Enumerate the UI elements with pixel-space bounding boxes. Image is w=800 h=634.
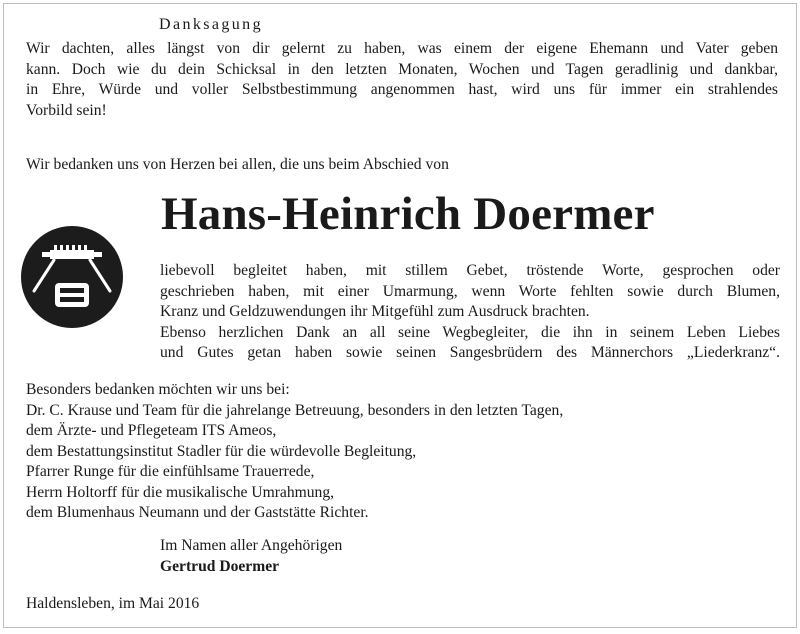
thanks-body-line: Kranz und Geldzuwendungen ihr Mitgefühl zum Ausdruck brachten. [160, 303, 590, 320]
special-thanks-line: Dr. C. Krause und Team für die jahrelange Betreuung, besonders in den letzten Tagen, [26, 401, 564, 419]
intro-paragraph [26, 39, 778, 121]
thanks-body-line: liebevoll begleitet haben, mit stillem Gebet, tröstende Worte, gesprochen oder [160, 262, 780, 279]
intro-line: in Ehre, Würde und voller Selbstbestimmung angenommen hast, wird uns für immer ein strahlendes [26, 81, 778, 98]
special-thanks-line: Besonders bedanken möchten wir uns bei: [26, 381, 290, 398]
intro-line: Vorbild sein! [26, 101, 107, 119]
miners-emblem-icon [20, 225, 124, 329]
thanks-body-line: geschrieben haben, mit einer Umarmung, wenn Worte fehlten sowie durch Blumen, [160, 282, 780, 300]
special-thanks-line: Pfarrer Runge für die einfühlsame Trauerrede, [26, 463, 315, 480]
signature-block [160, 536, 342, 577]
thanks-body [160, 261, 780, 364]
notice-heading: Danksagung [159, 16, 263, 33]
signer-name: Gertrud Doermer [160, 557, 280, 575]
thanks-body-line: und Gutes getan haben sowie seinen Sangesbrüdern des Männerchors „Liederkranz“. [160, 344, 780, 361]
special-thanks-list [26, 380, 563, 524]
thanks-intro: Wir bedanken uns von Herzen bei allen, die uns beim Abschied von [26, 156, 449, 173]
special-thanks-line: dem Blumenhaus Neumann und der Gaststätte Richter. [26, 504, 369, 521]
signature-line: Im Namen aller Angehörigen [160, 537, 343, 554]
intro-line: kann. Doch wie du dein Schicksal in den letzten Monaten, Wochen und Tagen geradlinig und dankbar, [26, 60, 778, 78]
special-thanks-line: dem Ärzte- und Pflegeteam ITS Ameos, [26, 422, 277, 439]
thanks-body-line: Ebenso herzlichen Dank an all seine Wegbegleiter, die ihn in seinem Leben Liebes [160, 323, 780, 341]
deceased-name: Hans-Heinrich Doermer [161, 188, 655, 240]
special-thanks-line: Herrn Holtorff für die musikalische Umrahmung, [26, 483, 335, 501]
special-thanks-line: dem Bestattungsinstitut Stadler für die würdevolle Begleitung, [26, 442, 417, 460]
place-date: Haldensleben, im Mai 2016 [26, 595, 200, 612]
obituary-notice [3, 3, 797, 628]
intro-line: Wir dachten, alles längst von dir gelernt zu haben, was einem der eigene Ehemann und Vater geben [26, 40, 778, 57]
